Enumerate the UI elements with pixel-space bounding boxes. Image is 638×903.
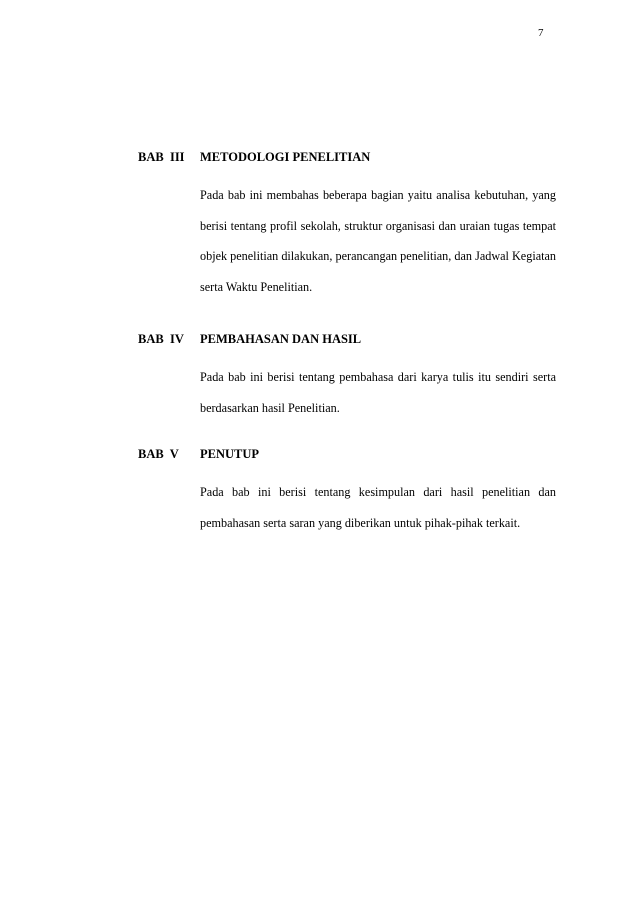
chapter-description: Pada bab ini berisi tentang pembahasa dari karya tulis itu sendiri serta berdasarkan hasil Penelitian. (200, 370, 556, 415)
chapter-description: Pada bab ini membahas beberapa bagian yaitu analisa kebutuhan, yang berisi tentang profil sekolah, struktur organisasi dan uraian tugas tempat objek penelitian dilakukan, perancangan penelitian, dan Jadwal Kegiatan serta Waktu Penelitian. (200, 188, 556, 294)
chapter-title: PEMBAHASAN DAN HASIL (200, 332, 362, 346)
chapter-title: PENUTUP (200, 447, 260, 461)
chapter-title: METODOLOGI PENELITIAN (200, 150, 371, 164)
chapter-description: Pada bab ini berisi tentang kesimpulan dari hasil penelitian dan pembahasan serta saran yang diberikan untuk pihak-pihak terkait. (200, 485, 556, 530)
chapter-label: BAB IV (138, 332, 184, 346)
chapter-label: BAB III (138, 150, 185, 164)
page-number: 7 (538, 27, 544, 39)
chapter-label: BAB V (138, 447, 179, 461)
